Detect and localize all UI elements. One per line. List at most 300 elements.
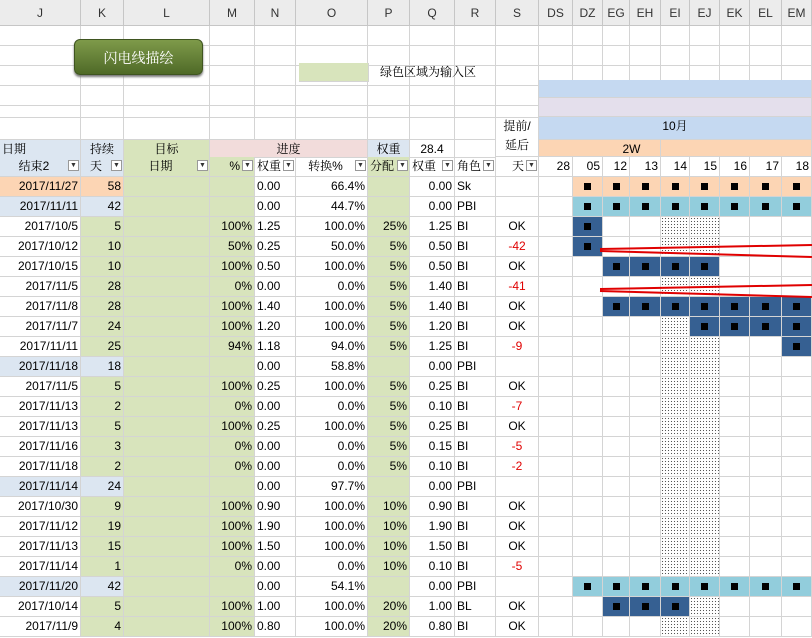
row-end-cell[interactable]: 2017/11/8	[0, 297, 81, 317]
gantt-bar-cell[interactable]	[603, 177, 630, 197]
empty-cell[interactable]	[296, 86, 368, 106]
row-days-cell[interactable]: 15	[81, 537, 124, 557]
gantt-cell[interactable]	[720, 217, 750, 237]
gantt-bar-cell[interactable]	[630, 577, 661, 597]
gantt-cell[interactable]	[661, 457, 690, 477]
row-o-cell[interactable]: 100.0%	[296, 297, 368, 317]
gantt-cell[interactable]	[720, 337, 750, 357]
empty-cell[interactable]	[210, 117, 255, 140]
gantt-cell[interactable]	[630, 457, 661, 477]
row-s-cell[interactable]: OK	[496, 417, 539, 437]
row-q-cell[interactable]: 1.90	[410, 517, 455, 537]
gantt-cell[interactable]	[539, 557, 573, 577]
gantt-bar-cell[interactable]	[603, 297, 630, 317]
target-date-cell[interactable]	[124, 417, 210, 437]
gantt-bar-cell[interactable]	[782, 197, 812, 217]
empty-cell[interactable]	[0, 46, 81, 66]
row-p-cell[interactable]: 5%	[368, 377, 410, 397]
row-pct-cell[interactable]: 50%	[210, 237, 255, 257]
gantt-cell[interactable]	[661, 357, 690, 377]
gantt-cell[interactable]	[750, 377, 782, 397]
gantt-bar-cell[interactable]	[661, 297, 690, 317]
empty-cell[interactable]	[0, 104, 81, 118]
row-days-cell[interactable]: 5	[81, 597, 124, 617]
gantt-bar-cell[interactable]	[720, 177, 750, 197]
row-o-cell[interactable]: 100.0%	[296, 597, 368, 617]
row-p-cell[interactable]: 10%	[368, 497, 410, 517]
row-n-cell[interactable]: 0.80	[255, 617, 296, 637]
row-r-cell[interactable]: BI	[455, 297, 496, 317]
row-days-cell[interactable]: 2	[81, 457, 124, 477]
gantt-bar-cell[interactable]	[573, 177, 603, 197]
gantt-bar-cell[interactable]	[690, 177, 720, 197]
gantt-bar-cell[interactable]	[573, 237, 603, 257]
target-date-cell[interactable]	[124, 177, 210, 197]
target-date-cell[interactable]	[124, 297, 210, 317]
gantt-bar-cell[interactable]	[661, 197, 690, 217]
gantt-bar-cell[interactable]	[782, 317, 812, 337]
gantt-cell[interactable]	[782, 237, 812, 257]
gantt-cell[interactable]	[539, 277, 573, 297]
empty-cell[interactable]	[496, 104, 539, 118]
gantt-bar-cell[interactable]	[661, 257, 690, 277]
gantt-cell[interactable]	[573, 477, 603, 497]
target-date-cell[interactable]	[124, 237, 210, 257]
empty-cell[interactable]	[124, 117, 210, 140]
row-days-cell[interactable]: 18	[81, 357, 124, 377]
gantt-cell[interactable]	[539, 617, 573, 637]
empty-cell[interactable]	[455, 104, 496, 118]
row-n-cell[interactable]: 0.00	[255, 357, 296, 377]
row-o-cell[interactable]: 0.0%	[296, 397, 368, 417]
row-pct-cell[interactable]: 0%	[210, 397, 255, 417]
gantt-cell[interactable]	[750, 597, 782, 617]
gantt-cell[interactable]	[573, 297, 603, 317]
gantt-cell[interactable]	[630, 517, 661, 537]
gantt-bar-cell[interactable]	[690, 297, 720, 317]
row-n-cell[interactable]: 1.00	[255, 597, 296, 617]
gantt-cell[interactable]	[690, 397, 720, 417]
gantt-cell[interactable]	[603, 357, 630, 377]
gantt-cell[interactable]	[603, 497, 630, 517]
row-p-cell[interactable]: 5%	[368, 277, 410, 297]
filter-dropdown-icon[interactable]: ▼	[283, 160, 294, 171]
gantt-bar-cell[interactable]	[573, 217, 603, 237]
gantt-cell[interactable]	[630, 477, 661, 497]
empty-cell[interactable]	[630, 46, 661, 66]
row-r-cell[interactable]: BI	[455, 237, 496, 257]
row-n-cell[interactable]: 0.00	[255, 557, 296, 577]
gantt-cell[interactable]	[573, 517, 603, 537]
row-n-cell[interactable]: 0.00	[255, 197, 296, 217]
row-end-cell[interactable]: 2017/11/16	[0, 437, 81, 457]
row-s-cell[interactable]: OK	[496, 217, 539, 237]
row-q-cell[interactable]: 0.00	[410, 477, 455, 497]
row-n-cell[interactable]: 0.50	[255, 257, 296, 277]
row-o-cell[interactable]: 66.4%	[296, 177, 368, 197]
target-date-cell[interactable]	[124, 397, 210, 417]
gantt-bar-cell[interactable]	[630, 257, 661, 277]
row-end-cell[interactable]: 2017/10/30	[0, 497, 81, 517]
row-days-cell[interactable]: 10	[81, 257, 124, 277]
gantt-cell[interactable]	[720, 357, 750, 377]
gantt-cell[interactable]	[690, 437, 720, 457]
row-p-cell[interactable]: 20%	[368, 617, 410, 637]
gantt-cell[interactable]	[573, 437, 603, 457]
gantt-cell[interactable]	[782, 437, 812, 457]
gantt-cell[interactable]	[630, 417, 661, 437]
gantt-bar-cell[interactable]	[750, 197, 782, 217]
row-r-cell[interactable]: BI	[455, 517, 496, 537]
gantt-cell[interactable]	[573, 257, 603, 277]
row-o-cell[interactable]: 100.0%	[296, 217, 368, 237]
gantt-bar-cell[interactable]	[573, 197, 603, 217]
gantt-cell[interactable]	[539, 357, 573, 377]
row-o-cell[interactable]: 58.8%	[296, 357, 368, 377]
empty-cell[interactable]	[539, 26, 573, 46]
gantt-cell[interactable]	[603, 417, 630, 437]
gantt-cell[interactable]	[630, 317, 661, 337]
empty-cell[interactable]	[661, 46, 690, 66]
row-p-cell[interactable]	[368, 357, 410, 377]
gantt-cell[interactable]	[573, 337, 603, 357]
row-n-cell[interactable]: 1.90	[255, 517, 296, 537]
row-s-cell[interactable]	[496, 577, 539, 597]
row-o-cell[interactable]: 54.1%	[296, 577, 368, 597]
row-pct-cell[interactable]: 0%	[210, 557, 255, 577]
gantt-cell[interactable]	[573, 317, 603, 337]
gantt-cell[interactable]	[782, 257, 812, 277]
gantt-cell[interactable]	[690, 457, 720, 477]
gantt-cell[interactable]	[661, 497, 690, 517]
gantt-cell[interactable]	[539, 577, 573, 597]
row-n-cell[interactable]: 1.18	[255, 337, 296, 357]
gantt-cell[interactable]	[630, 217, 661, 237]
column-header-k[interactable]: K	[81, 0, 124, 26]
gantt-cell[interactable]	[603, 517, 630, 537]
row-s-cell[interactable]	[496, 357, 539, 377]
row-q-cell[interactable]: 0.10	[410, 557, 455, 577]
row-days-cell[interactable]: 3	[81, 437, 124, 457]
row-pct-cell[interactable]: 100%	[210, 537, 255, 557]
row-r-cell[interactable]: PBI	[455, 197, 496, 217]
gantt-bar-cell[interactable]	[750, 317, 782, 337]
empty-cell[interactable]	[496, 86, 539, 106]
target-date-cell[interactable]	[124, 597, 210, 617]
gantt-cell[interactable]	[661, 337, 690, 357]
empty-cell[interactable]	[455, 26, 496, 46]
filter-dropdown-icon[interactable]: ▼	[242, 160, 253, 171]
row-r-cell[interactable]: PBI	[455, 477, 496, 497]
gantt-cell[interactable]	[782, 497, 812, 517]
gantt-cell[interactable]	[603, 317, 630, 337]
row-pct-cell[interactable]	[210, 577, 255, 597]
row-pct-cell[interactable]: 0%	[210, 437, 255, 457]
filter-dropdown-icon[interactable]: ▼	[483, 160, 494, 171]
row-s-cell[interactable]: -42	[496, 237, 539, 257]
target-date-cell[interactable]	[124, 577, 210, 597]
gantt-bar-cell[interactable]	[720, 297, 750, 317]
row-q-cell[interactable]: 0.25	[410, 417, 455, 437]
gantt-bar-cell[interactable]	[661, 177, 690, 197]
gantt-cell[interactable]	[630, 537, 661, 557]
gantt-cell[interactable]	[782, 357, 812, 377]
row-pct-cell[interactable]	[210, 357, 255, 377]
row-days-cell[interactable]: 9	[81, 497, 124, 517]
row-s-cell[interactable]	[496, 477, 539, 497]
gantt-bar-cell[interactable]	[603, 597, 630, 617]
gantt-cell[interactable]	[720, 557, 750, 577]
row-q-cell[interactable]: 0.50	[410, 257, 455, 277]
row-r-cell[interactable]: BI	[455, 397, 496, 417]
row-n-cell[interactable]: 1.40	[255, 297, 296, 317]
row-end-cell[interactable]: 2017/11/27	[0, 177, 81, 197]
row-n-cell[interactable]: 0.00	[255, 457, 296, 477]
row-o-cell[interactable]: 100.0%	[296, 317, 368, 337]
row-n-cell[interactable]: 0.25	[255, 377, 296, 397]
row-pct-cell[interactable]: 100%	[210, 257, 255, 277]
gantt-cell[interactable]	[750, 557, 782, 577]
row-p-cell[interactable]: 10%	[368, 537, 410, 557]
column-header-m[interactable]: M	[210, 0, 255, 26]
row-pct-cell[interactable]: 94%	[210, 337, 255, 357]
gantt-bar-cell[interactable]	[630, 197, 661, 217]
gantt-cell[interactable]	[690, 557, 720, 577]
empty-cell[interactable]	[410, 117, 455, 140]
row-p-cell[interactable]: 5%	[368, 417, 410, 437]
row-o-cell[interactable]: 0.0%	[296, 277, 368, 297]
row-o-cell[interactable]: 94.0%	[296, 337, 368, 357]
row-r-cell[interactable]: BL	[455, 597, 496, 617]
target-date-cell[interactable]	[124, 537, 210, 557]
row-days-cell[interactable]: 2	[81, 397, 124, 417]
empty-cell[interactable]	[124, 104, 210, 118]
gantt-cell[interactable]	[720, 517, 750, 537]
row-s-cell[interactable]	[496, 177, 539, 197]
gantt-cell[interactable]	[573, 357, 603, 377]
row-r-cell[interactable]: BI	[455, 557, 496, 577]
column-header-ei[interactable]: EI	[661, 0, 690, 26]
row-end-cell[interactable]: 2017/11/5	[0, 277, 81, 297]
gantt-cell[interactable]	[720, 397, 750, 417]
target-date-cell[interactable]	[124, 477, 210, 497]
empty-cell[interactable]	[0, 117, 81, 140]
row-days-cell[interactable]: 19	[81, 517, 124, 537]
row-o-cell[interactable]: 0.0%	[296, 457, 368, 477]
row-s-cell[interactable]: -5	[496, 557, 539, 577]
column-header-n[interactable]: N	[255, 0, 296, 26]
gantt-cell[interactable]	[573, 597, 603, 617]
column-header-dz[interactable]: DZ	[573, 0, 603, 26]
row-o-cell[interactable]: 100.0%	[296, 257, 368, 277]
gantt-cell[interactable]	[539, 477, 573, 497]
row-q-cell[interactable]: 1.40	[410, 277, 455, 297]
gantt-cell[interactable]	[603, 457, 630, 477]
row-p-cell[interactable]: 10%	[368, 517, 410, 537]
gantt-cell[interactable]	[539, 497, 573, 517]
gantt-bar-cell[interactable]	[750, 297, 782, 317]
row-q-cell[interactable]: 0.10	[410, 397, 455, 417]
empty-cell[interactable]	[255, 86, 296, 106]
row-p-cell[interactable]: 5%	[368, 437, 410, 457]
gantt-cell[interactable]	[750, 417, 782, 437]
row-p-cell[interactable]: 5%	[368, 297, 410, 317]
empty-cell[interactable]	[81, 104, 124, 118]
row-s-cell[interactable]: OK	[496, 617, 539, 637]
empty-cell[interactable]	[603, 46, 630, 66]
column-header-q[interactable]: Q	[410, 0, 455, 26]
row-o-cell[interactable]: 100.0%	[296, 617, 368, 637]
row-n-cell[interactable]: 0.00	[255, 177, 296, 197]
row-end-cell[interactable]: 2017/10/12	[0, 237, 81, 257]
gantt-cell[interactable]	[573, 397, 603, 417]
gantt-cell[interactable]	[539, 317, 573, 337]
row-end-cell[interactable]: 2017/11/18	[0, 457, 81, 477]
row-pct-cell[interactable]: 100%	[210, 317, 255, 337]
row-pct-cell[interactable]: 100%	[210, 617, 255, 637]
empty-cell[interactable]	[255, 46, 296, 66]
filter-dropdown-icon[interactable]: ▼	[197, 160, 208, 171]
gantt-cell[interactable]	[782, 597, 812, 617]
row-q-cell[interactable]: 0.15	[410, 437, 455, 457]
gantt-cell[interactable]	[539, 517, 573, 537]
row-days-cell[interactable]: 10	[81, 237, 124, 257]
gantt-cell[interactable]	[750, 357, 782, 377]
row-end-cell[interactable]: 2017/11/5	[0, 377, 81, 397]
row-s-cell[interactable]: OK	[496, 317, 539, 337]
row-s-cell[interactable]: -5	[496, 437, 539, 457]
target-date-cell[interactable]	[124, 457, 210, 477]
empty-cell[interactable]	[296, 26, 368, 46]
row-p-cell[interactable]: 5%	[368, 317, 410, 337]
row-r-cell[interactable]: BI	[455, 257, 496, 277]
row-r-cell[interactable]: BI	[455, 277, 496, 297]
target-date-cell[interactable]	[124, 377, 210, 397]
gantt-cell[interactable]	[720, 377, 750, 397]
row-q-cell[interactable]: 0.90	[410, 497, 455, 517]
draw-lightning-button[interactable]: 闪电线描绘	[74, 39, 203, 75]
filter-dropdown-icon[interactable]: ▼	[355, 160, 366, 171]
filter-dropdown-icon[interactable]: ▼	[526, 160, 537, 171]
row-o-cell[interactable]: 97.7%	[296, 477, 368, 497]
filter-dropdown-icon[interactable]: ▼	[68, 160, 79, 171]
column-header-l[interactable]: L	[124, 0, 210, 26]
row-q-cell[interactable]: 0.00	[410, 177, 455, 197]
row-pct-cell[interactable]	[210, 197, 255, 217]
gantt-cell[interactable]	[720, 437, 750, 457]
gantt-cell[interactable]	[750, 497, 782, 517]
row-days-cell[interactable]: 24	[81, 477, 124, 497]
gantt-cell[interactable]	[690, 517, 720, 537]
gantt-cell[interactable]	[750, 537, 782, 557]
target-date-cell[interactable]	[124, 557, 210, 577]
empty-cell[interactable]	[661, 26, 690, 46]
gantt-bar-cell[interactable]	[720, 317, 750, 337]
gantt-cell[interactable]	[750, 477, 782, 497]
gantt-cell[interactable]	[750, 617, 782, 637]
gantt-cell[interactable]	[573, 497, 603, 517]
row-p-cell[interactable]: 10%	[368, 557, 410, 577]
empty-cell[interactable]	[0, 86, 81, 106]
gantt-cell[interactable]	[603, 377, 630, 397]
gantt-cell[interactable]	[539, 457, 573, 477]
row-n-cell[interactable]: 0.25	[255, 237, 296, 257]
gantt-cell[interactable]	[539, 597, 573, 617]
gantt-cell[interactable]	[539, 417, 573, 437]
row-pct-cell[interactable]: 100%	[210, 517, 255, 537]
row-r-cell[interactable]: BI	[455, 317, 496, 337]
gantt-cell[interactable]	[603, 617, 630, 637]
column-header-em[interactable]: EM	[782, 0, 812, 26]
row-q-cell[interactable]: 0.00	[410, 197, 455, 217]
gantt-cell[interactable]	[573, 617, 603, 637]
row-r-cell[interactable]: BI	[455, 457, 496, 477]
row-s-cell[interactable]: OK	[496, 497, 539, 517]
row-q-cell[interactable]: 0.10	[410, 457, 455, 477]
gantt-cell[interactable]	[603, 477, 630, 497]
row-r-cell[interactable]: BI	[455, 417, 496, 437]
empty-cell[interactable]	[255, 104, 296, 118]
gantt-cell[interactable]	[661, 537, 690, 557]
row-days-cell[interactable]: 28	[81, 277, 124, 297]
empty-cell[interactable]	[750, 26, 782, 46]
gantt-cell[interactable]	[782, 277, 812, 297]
row-o-cell[interactable]: 100.0%	[296, 377, 368, 397]
gantt-cell[interactable]	[720, 257, 750, 277]
gantt-bar-cell[interactable]	[750, 577, 782, 597]
gantt-cell[interactable]	[539, 397, 573, 417]
column-header-eg[interactable]: EG	[603, 0, 630, 26]
row-end-cell[interactable]: 2017/11/13	[0, 537, 81, 557]
column-header-s[interactable]: S	[496, 0, 539, 26]
row-q-cell[interactable]: 1.40	[410, 297, 455, 317]
empty-cell[interactable]	[296, 117, 368, 140]
gantt-bar-cell[interactable]	[661, 577, 690, 597]
gantt-cell[interactable]	[630, 397, 661, 417]
row-q-cell[interactable]: 1.25	[410, 337, 455, 357]
row-r-cell[interactable]: Sk	[455, 177, 496, 197]
empty-cell[interactable]	[782, 46, 812, 66]
row-q-cell[interactable]: 1.50	[410, 537, 455, 557]
gantt-cell[interactable]	[720, 477, 750, 497]
empty-cell[interactable]	[690, 46, 720, 66]
gantt-cell[interactable]	[661, 557, 690, 577]
row-p-cell[interactable]: 5%	[368, 337, 410, 357]
gantt-cell[interactable]	[603, 397, 630, 417]
gantt-cell[interactable]	[750, 257, 782, 277]
row-p-cell[interactable]	[368, 477, 410, 497]
row-q-cell[interactable]: 0.00	[410, 357, 455, 377]
row-pct-cell[interactable]: 100%	[210, 377, 255, 397]
row-end-cell[interactable]: 2017/10/14	[0, 597, 81, 617]
row-p-cell[interactable]: 5%	[368, 397, 410, 417]
empty-cell[interactable]	[0, 26, 81, 46]
gantt-cell[interactable]	[750, 437, 782, 457]
empty-cell[interactable]	[210, 66, 255, 86]
empty-cell[interactable]	[255, 66, 296, 86]
empty-cell[interactable]	[255, 26, 296, 46]
gantt-cell[interactable]	[690, 357, 720, 377]
row-q-cell[interactable]: 1.00	[410, 597, 455, 617]
gantt-cell[interactable]	[539, 217, 573, 237]
gantt-cell[interactable]	[661, 437, 690, 457]
row-q-cell[interactable]: 1.20	[410, 317, 455, 337]
gantt-bar-cell[interactable]	[603, 257, 630, 277]
gantt-bar-cell[interactable]	[630, 177, 661, 197]
row-days-cell[interactable]: 42	[81, 197, 124, 217]
empty-cell[interactable]	[573, 46, 603, 66]
empty-cell[interactable]	[210, 104, 255, 118]
